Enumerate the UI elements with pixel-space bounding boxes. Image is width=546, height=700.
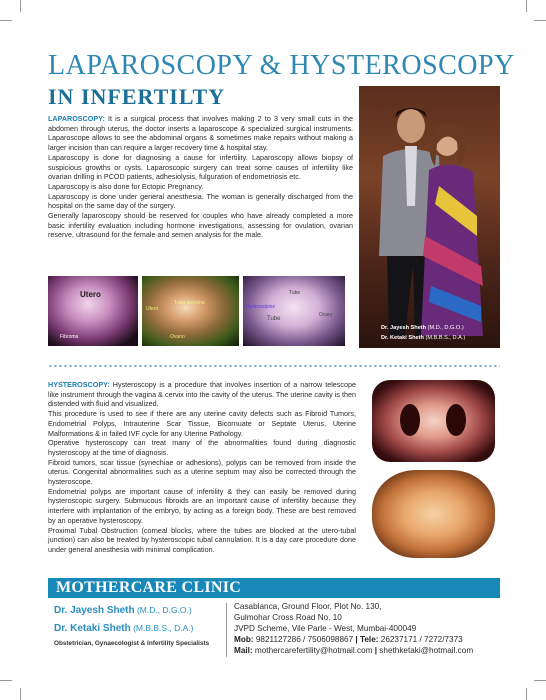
caption-degree: (M.B.B.S., D.A.) (423, 335, 466, 341)
doctors-photo (359, 86, 500, 348)
footer-divider (226, 603, 227, 657)
caption-degree: (M.D., D.G.O.) (426, 325, 464, 331)
image-label: Hydrosalpinx (246, 304, 275, 310)
clinic-name: MOTHERCARE CLINIC (56, 579, 242, 596)
hysteroscopy-section (48, 380, 356, 555)
laparoscopy-intro (48, 114, 353, 153)
laparoscopy-paragraph: Generally laparoscopy should be reserved for couples who have already completed a more basic infertility evaluation including hormone investigations, assessing for ovulation, ovarian reserve, ultrasound for the female and semen analysis for the male. (48, 211, 353, 240)
doctor-2 (54, 623, 194, 634)
separator: | (374, 646, 378, 655)
doctor-1 (54, 605, 192, 616)
doctor-specialty: Obstetrician, Gynaecologist & Infertility Specialists (54, 640, 210, 647)
doctors-silhouette (359, 86, 500, 348)
address-line-3: JVPD Scheme, Vile Parle - West, Mumbai-400049 (234, 624, 417, 633)
mail-label: Mail: (234, 646, 253, 655)
laparoscopy-paragraph: Laparoscopy is done under general anesthesia. The woman is generally discharged from the hospital on the same day of the surgery. (48, 191, 353, 211)
hysteroscopy-intro-text: Hysteroscopy is a procedure that involves insertion of a narrow telescope like instrument through the vagina & cervix into the cavity of the uterus. The uterine cavity is then distended with fluid and visualized. (48, 380, 356, 409)
caption-name: Dr. Ketaki Sheth (381, 335, 424, 341)
doctor-name: Dr. Jayesh Sheth (54, 605, 135, 616)
image-label: Ovario (170, 334, 185, 340)
laparoscopy-paragraph: Laparoscopy is also done for Ectopic Pregnancy. (48, 181, 204, 191)
crop-mark (526, 0, 527, 12)
photo-caption-1 (381, 325, 464, 331)
tele-number: 26237171 / 7272/7373 (378, 635, 463, 644)
separator: | (355, 635, 358, 644)
crop-mark (0, 680, 12, 681)
hysteroscopy-image-cavity (372, 380, 495, 462)
page-subtitle: IN INFERTILTY (48, 84, 226, 109)
dotted-divider (48, 364, 500, 368)
laparoscopy-paragraph: Laparoscopy is done for diagnosing a cause for infertility. Laparoscopy allows biopsy of suspicious growths or cysts. Laparoscopic surgery can treat some causes of infertility like ovarian drilling in PCOD patients, adhesiolysis, fulguration of endometriosis etc. (48, 152, 353, 182)
hysteroscopy-image-fibroid (372, 470, 495, 558)
phone-line (234, 635, 463, 644)
tele-label: Tele: (357, 635, 379, 644)
laparoscopy-image-uterus (48, 276, 138, 346)
hysteroscopy-lead: HYSTEROSCOPY: (48, 380, 110, 389)
doctor-name: Dr. Ketaki Sheth (54, 623, 131, 634)
hysteroscopy-intro (48, 380, 356, 409)
hysteroscopy-paragraph: Endometrial polyps are important cause of infertility & they can easily be removed during hysteroscopic surgery. Submucous fibroids are an important cause of infertility because they interfere with implantation of the embryo, by acting as a foreign body. These are best removed by an operative hysteroscopy. (48, 486, 356, 525)
hysteroscopy-openings (372, 380, 495, 462)
mob-number: 9821127286 / 7506098867 (253, 635, 356, 644)
image-label: Ovary (319, 312, 333, 318)
doctor-degree: (M.B.B.S., D.A.) (130, 623, 194, 633)
laparoscopy-image-tube (243, 276, 345, 346)
crop-mark (20, 0, 21, 12)
laparoscopy-section (48, 114, 353, 240)
email-line (234, 646, 473, 655)
caption-name: Dr. Jayesh Sheth (381, 325, 427, 331)
crop-mark (526, 688, 527, 700)
image-label: Utero (146, 306, 159, 312)
hysteroscopy-paragraph: Operative hysteroscopy can treat many of the abnormalities found during diagnostic hysteroscopy at the time of diagnosis. (48, 438, 356, 457)
mob-label: Mob: (234, 635, 254, 644)
crop-mark (0, 20, 12, 21)
laparoscopy-image-ovary (142, 276, 239, 346)
doctor-degree: (M.D., D.G.O.) (134, 605, 192, 615)
image-label: Utero (80, 290, 101, 299)
page-title: LAPAROSCOPY & HYSTEROSCOPY (48, 50, 515, 81)
crop-mark (534, 680, 546, 681)
laparoscopy-lead: LAPAROSCOPY: (48, 114, 105, 123)
image-label: Tube (289, 290, 301, 296)
image-label: Tuba derecha (174, 300, 205, 306)
image-label: Fibroma (60, 334, 79, 340)
address-line-1: Casablanca, Ground Floor, Plot No. 130, (234, 602, 382, 611)
email-address[interactable]: shethketaki@hotmail.com (377, 646, 474, 655)
address-line-2: Gulmohar Cross Road No. 10 (234, 613, 342, 622)
photo-caption-2 (381, 335, 465, 341)
hysteroscopy-paragraph: Proximal Tubal Obstruction (corneal blocks, where the tubes are blocked at the utero-tubal junction) can also be treated by hysteroscopic tubal cannulation. It is a day care procedure done under general anesthesia with minimal complication. (48, 525, 356, 554)
hysteroscopy-paragraph: Fibroid tumors, scar tissue (synechiae or adhesions), polyps can be removed from inside the uterus. Congenital abnormalities such as a uterine septum may also be corrected through the hysteroscope. (48, 457, 356, 487)
crop-mark (534, 20, 546, 21)
crop-mark (20, 688, 21, 700)
image-label: Tube (267, 316, 281, 322)
email-address[interactable]: mothercarefertility@hotmail.com (252, 646, 375, 655)
laparoscopy-intro-text: It is a surgical process that involves making 2 to 3 very small cuts in the abdomen through uterus, the doctor inserts a laparoscope & specialized surgical instruments. Laparoscope allows to see the abdominal organs & sometimes make repairs without making a larger incision than can require a larger recovery time & hospital stay. (48, 114, 353, 153)
hysteroscopy-paragraph: This procedure is used to see if there are any uterine cavity defects such as Fibroid Tumors, Endometrial Polyps, Intrauterine Scar Tissue, Bicornuate or Septate Uterus, Uterine Malformations & in failed IVF cycle for any Uterine Pathology. (48, 409, 356, 438)
clinic-banner (48, 578, 500, 598)
